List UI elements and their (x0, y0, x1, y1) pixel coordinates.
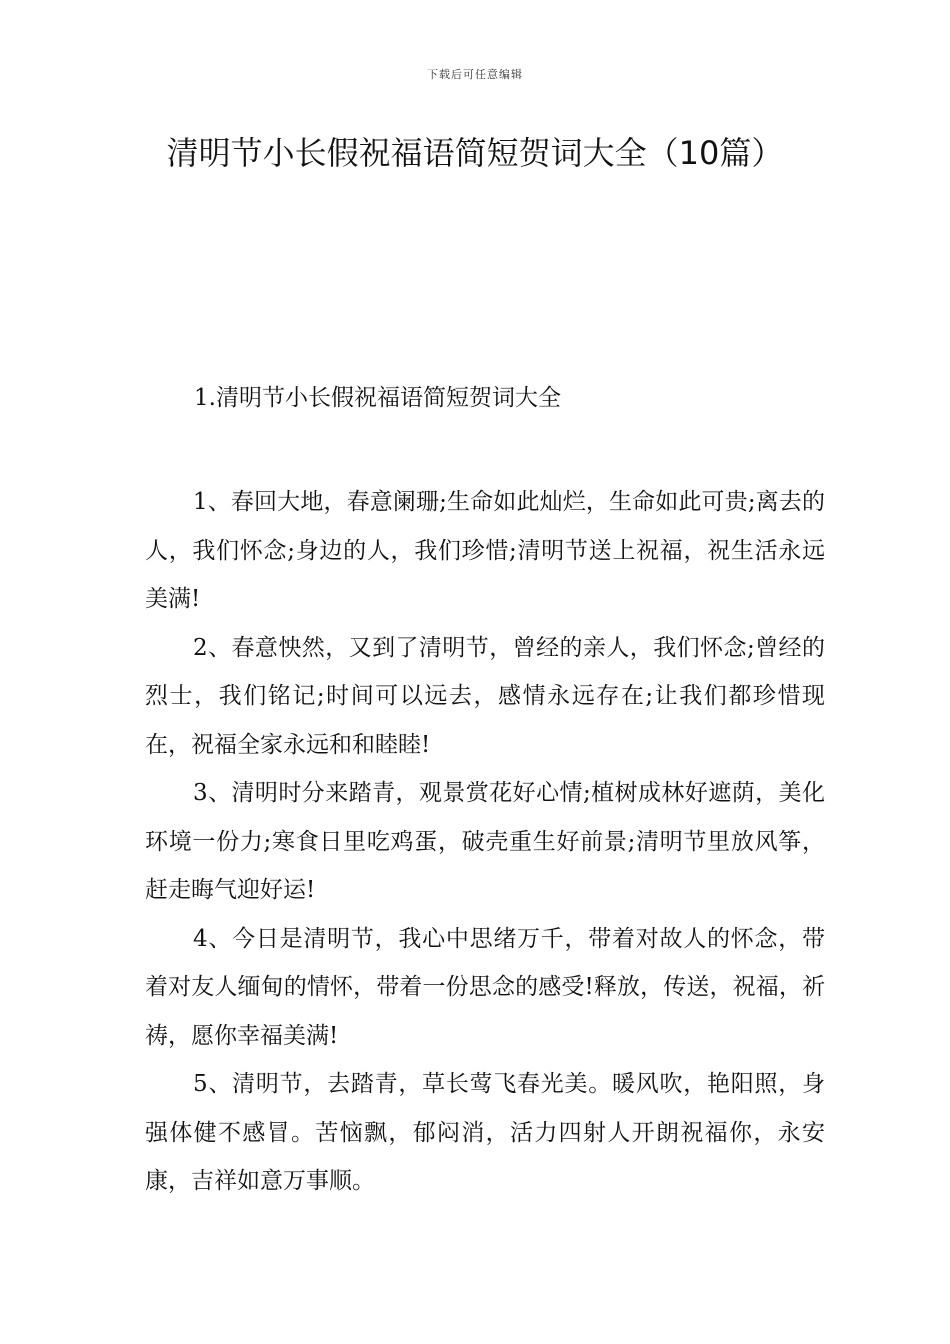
paragraph-1: 1、春回大地，春意阑珊;生命如此灿烂，生命如此可贵;离去的人，我们怀念;身边的人，我们珍惜;清明节送上祝福，祝生活永远美满! (145, 489, 825, 612)
header-note: 下载后可任意编辑 (427, 68, 523, 81)
document-title: 清明节小长假祝福语简短贺词大全（10篇） (166, 134, 784, 172)
paragraph-5: 5、清明节，去踏青，草长莺飞春光美。暖风吹，艳阳照，身强体健不感冒。苦恼飘，郁闷消，活力四射人开朗祝福你，永安康，吉祥如意万事顺。 (145, 1071, 825, 1194)
body-text (145, 478, 825, 1206)
paragraph-4: 4、今日是清明节，我心中思绪万千，带着对故人的怀念，带着对友人缅甸的情怀，带着一份思念的感受!释放，传送，祝福，祈祷，愿你幸福美满! (145, 925, 825, 1049)
paragraph-3: 3、清明时分来踏青，观景赏花好心情;植树成林好遮荫，美化环境一份力;寒食日里吃鸡蛋，破壳重生好前景;清明节里放风筝，赶走晦气迎好运! (145, 780, 825, 903)
paragraph-2: 2、春意怏然，又到了清明节，曾经的亲人，我们怀念;曾经的烈士，我们铭记;时间可以远去，感情永远存在;让我们都珍惜现在，祝福全家永远和和睦睦! (145, 634, 825, 758)
section-heading: 1.清明节小长假祝福语简短贺词大全 (194, 385, 561, 411)
